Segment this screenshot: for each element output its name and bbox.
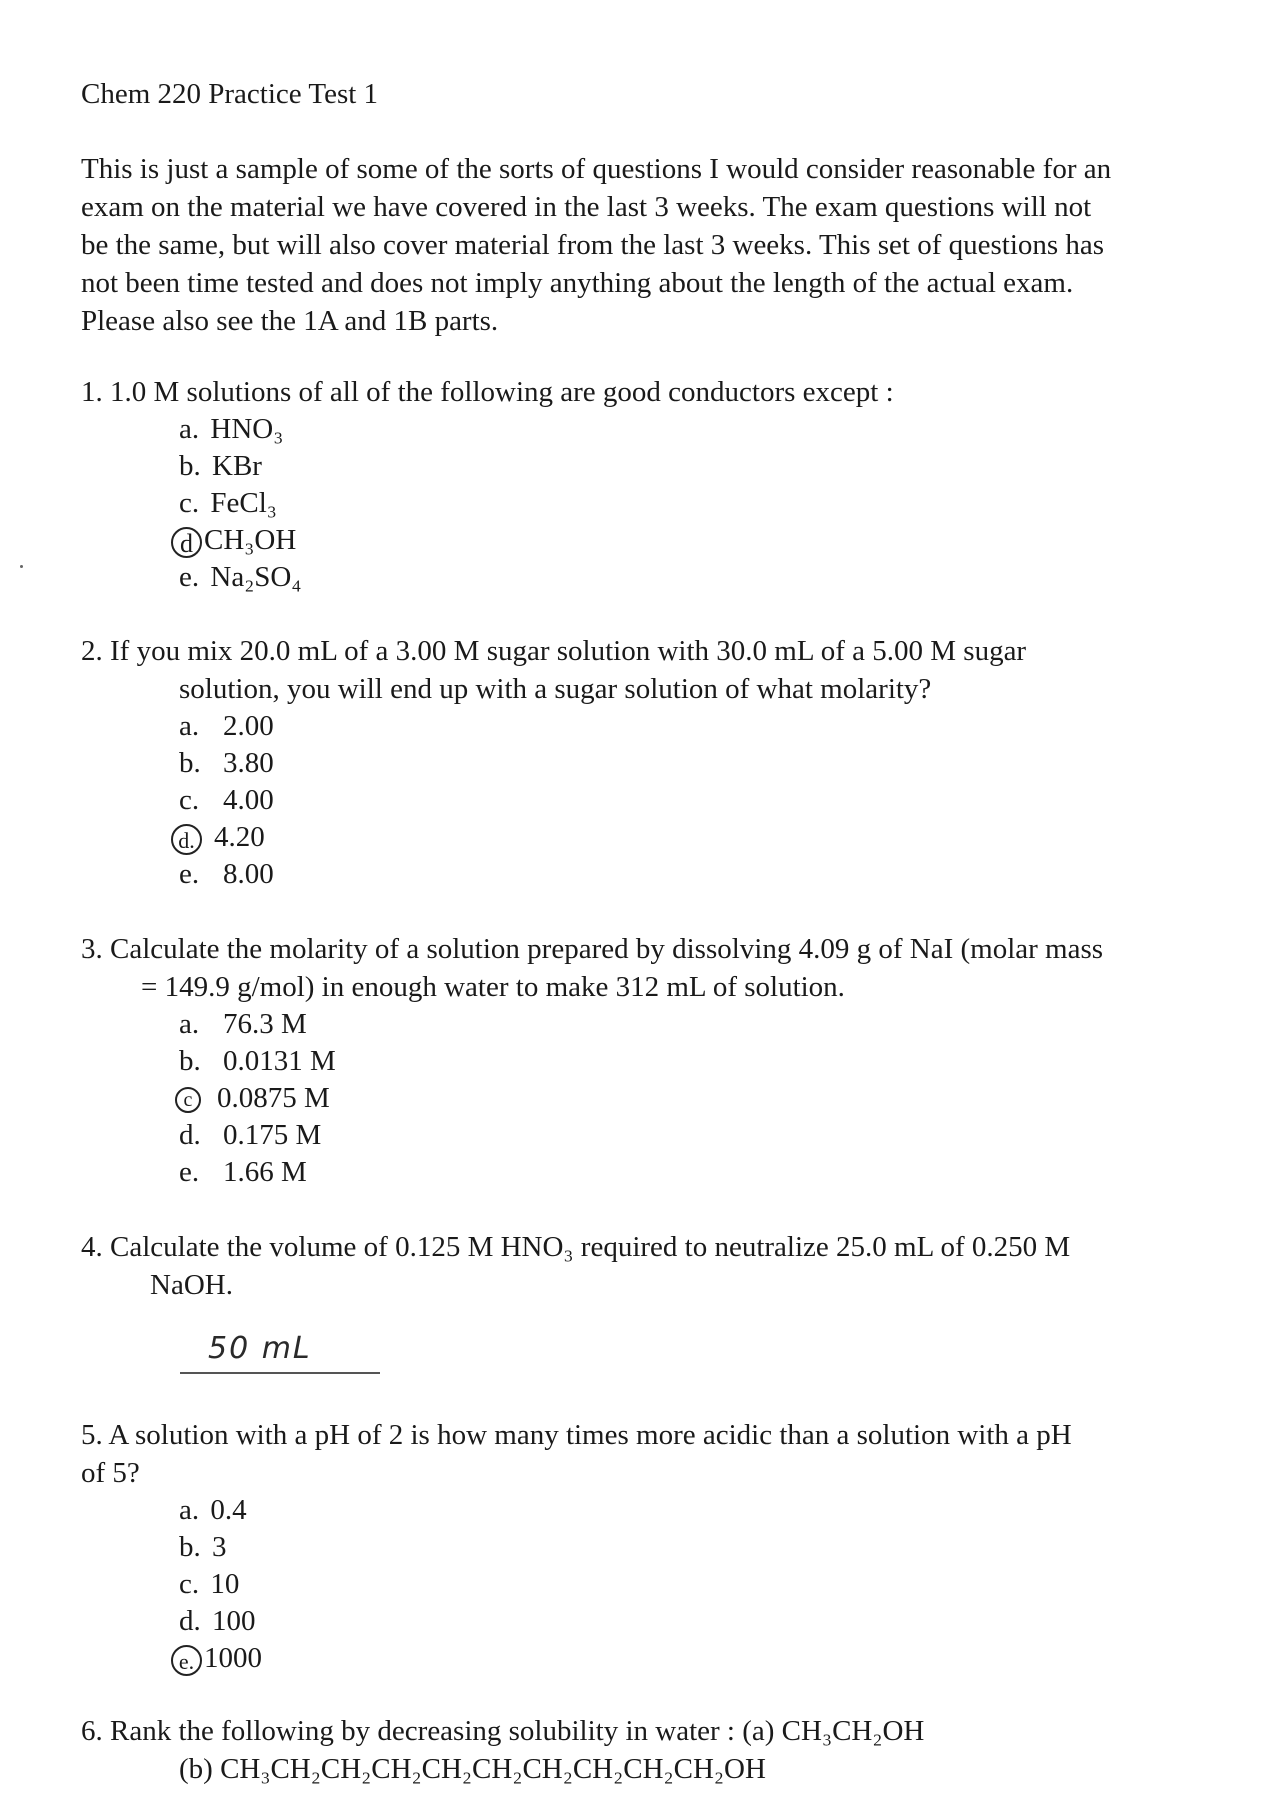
- question-1-stem: 1. 1.0 M solutions of all of the following are good conductors except :: [81, 376, 894, 408]
- question-3: [81, 930, 1251, 1191]
- choice-letter: b.: [179, 747, 201, 779]
- choice-text: 3.80: [223, 747, 274, 779]
- answer-underline: [180, 1372, 380, 1374]
- choice-item-selected: [179, 1640, 1251, 1677]
- choice-text: 0.0131 M: [223, 1045, 336, 1077]
- choice-text: 8.00: [223, 858, 274, 890]
- choice-letter: c.: [179, 784, 200, 816]
- choice-letter: e.: [179, 1156, 200, 1188]
- question-3-choices: [81, 1006, 1251, 1191]
- question-6: [81, 1712, 1251, 1788]
- selected-answer-circle: e.: [171, 1645, 202, 1676]
- choice-text: 2.00: [223, 710, 274, 742]
- choice-item: [179, 1154, 1251, 1191]
- question-5-stem-line2: of 5?: [81, 1457, 140, 1489]
- choice-text: 1.66 M: [223, 1156, 307, 1188]
- question-3-stem-line2: = 149.9 g/mol) in enough water to make 312 mL of solution.: [141, 971, 845, 1003]
- question-4: [81, 1228, 1251, 1304]
- selected-answer-circle: d.: [171, 824, 202, 855]
- choice-text: 76.3 M: [223, 1008, 307, 1040]
- choice-item: [179, 1492, 1251, 1529]
- intro-line: This is just a sample of some of the sorts of questions I would consider reasonable for an: [81, 153, 1112, 185]
- choice-letter: b.: [179, 1045, 201, 1077]
- choice-item-selected: [179, 819, 1251, 856]
- question-5-choices: [81, 1492, 1251, 1677]
- question-5-stem-line1: 5. A solution with a pH of 2 is how many times more acidic than a solution with a pH: [81, 1419, 1072, 1451]
- choice-text: FeCl₃: [210, 487, 277, 519]
- question-2: [81, 632, 1251, 893]
- intro-line: not been time tested and does not imply anything about the length of the actual exam.: [81, 267, 1074, 299]
- choice-item: [179, 485, 1251, 522]
- choice-text: KBr: [212, 450, 262, 482]
- choice-text: 0.175 M: [223, 1119, 322, 1151]
- question-2-choices: [81, 708, 1251, 893]
- question-1: [81, 373, 1251, 596]
- choice-item: [179, 448, 1251, 485]
- choice-item: [179, 1117, 1251, 1154]
- question-2-stem-line2: solution, you will end up with a sugar solution of what molarity?: [179, 673, 932, 705]
- question-2-stem-line1: 2. If you mix 20.0 mL of a 3.00 M sugar solution with 30.0 mL of a 5.00 M sugar: [81, 635, 1027, 667]
- question-6-stem-line2: (b) CH₃CH₂CH₂CH₂CH₂CH₂CH₂CH₂CH₂CH₂OH: [179, 1753, 766, 1785]
- question-4-stem-line1: 4. Calculate the volume of 0.125 M HNO₃ required to neutralize 25.0 mL of 0.250 M: [81, 1231, 1071, 1263]
- scan-speck: [20, 565, 23, 568]
- page-title: Chem 220 Practice Test 1: [81, 78, 379, 110]
- choice-letter: a.: [179, 413, 200, 445]
- selected-answer-circle: d: [171, 527, 202, 558]
- choice-text: 10: [210, 1568, 240, 1600]
- choice-text: 100: [212, 1605, 256, 1637]
- choice-text: 3: [212, 1531, 227, 1563]
- choice-text: CH₃OH: [204, 524, 297, 556]
- choice-letter: a.: [179, 1008, 200, 1040]
- intro-line: exam on the material we have covered in the last 3 weeks. The exam questions will not: [81, 191, 1092, 223]
- choice-letter: d.: [179, 1119, 201, 1151]
- choice-item: [179, 856, 1251, 893]
- choice-letter: a.: [179, 1494, 200, 1526]
- choice-letter: b.: [179, 450, 201, 482]
- choice-item: [179, 1566, 1251, 1603]
- choice-item: [179, 1603, 1251, 1640]
- intro-line: be the same, but will also cover material from the last 3 weeks. This set of questions has: [81, 229, 1105, 261]
- choice-text: 4.00: [223, 784, 274, 816]
- question-3-stem-line1: 3. Calculate the molarity of a solution prepared by dissolving 4.09 g of NaI (molar mass: [81, 933, 1104, 965]
- choice-letter: e.: [179, 561, 200, 593]
- intro-line: Please also see the 1A and 1B parts.: [81, 305, 499, 337]
- choice-item-selected: [179, 1080, 1251, 1117]
- choice-text: 1000: [204, 1642, 262, 1674]
- question-5: [81, 1416, 1251, 1677]
- handwritten-answer: 50 mL: [208, 1331, 312, 1366]
- choice-text: 4.20: [214, 821, 265, 853]
- question-6-stem-line1: 6. Rank the following by decreasing solubility in water : (a) CH₃CH₂OH: [81, 1715, 925, 1747]
- choice-item: [179, 411, 1251, 448]
- choice-letter: b.: [179, 1531, 201, 1563]
- choice-item: [179, 745, 1251, 782]
- intro-paragraph: [81, 150, 1251, 340]
- choice-text: HNO₃: [210, 413, 284, 445]
- choice-text: 0.4: [210, 1494, 247, 1526]
- question-4-stem-line2: NaOH.: [150, 1269, 233, 1301]
- choice-item: [179, 559, 1251, 596]
- choice-item: [179, 782, 1251, 819]
- choice-letter: e.: [179, 858, 200, 890]
- choice-letter: d.: [179, 1605, 201, 1637]
- choice-item: [179, 708, 1251, 745]
- choice-text: 0.0875 M: [217, 1082, 330, 1114]
- question-1-choices: [81, 411, 1251, 596]
- choice-item-selected: [179, 522, 1251, 559]
- choice-letter: c.: [179, 487, 200, 519]
- choice-item: [179, 1043, 1251, 1080]
- choice-letter: c.: [179, 1568, 200, 1600]
- selected-answer-circle: c: [175, 1087, 201, 1113]
- choice-item: [179, 1006, 1251, 1043]
- choice-item: [179, 1529, 1251, 1566]
- choice-text: Na₂SO₄: [210, 561, 302, 593]
- choice-letter: a.: [179, 710, 200, 742]
